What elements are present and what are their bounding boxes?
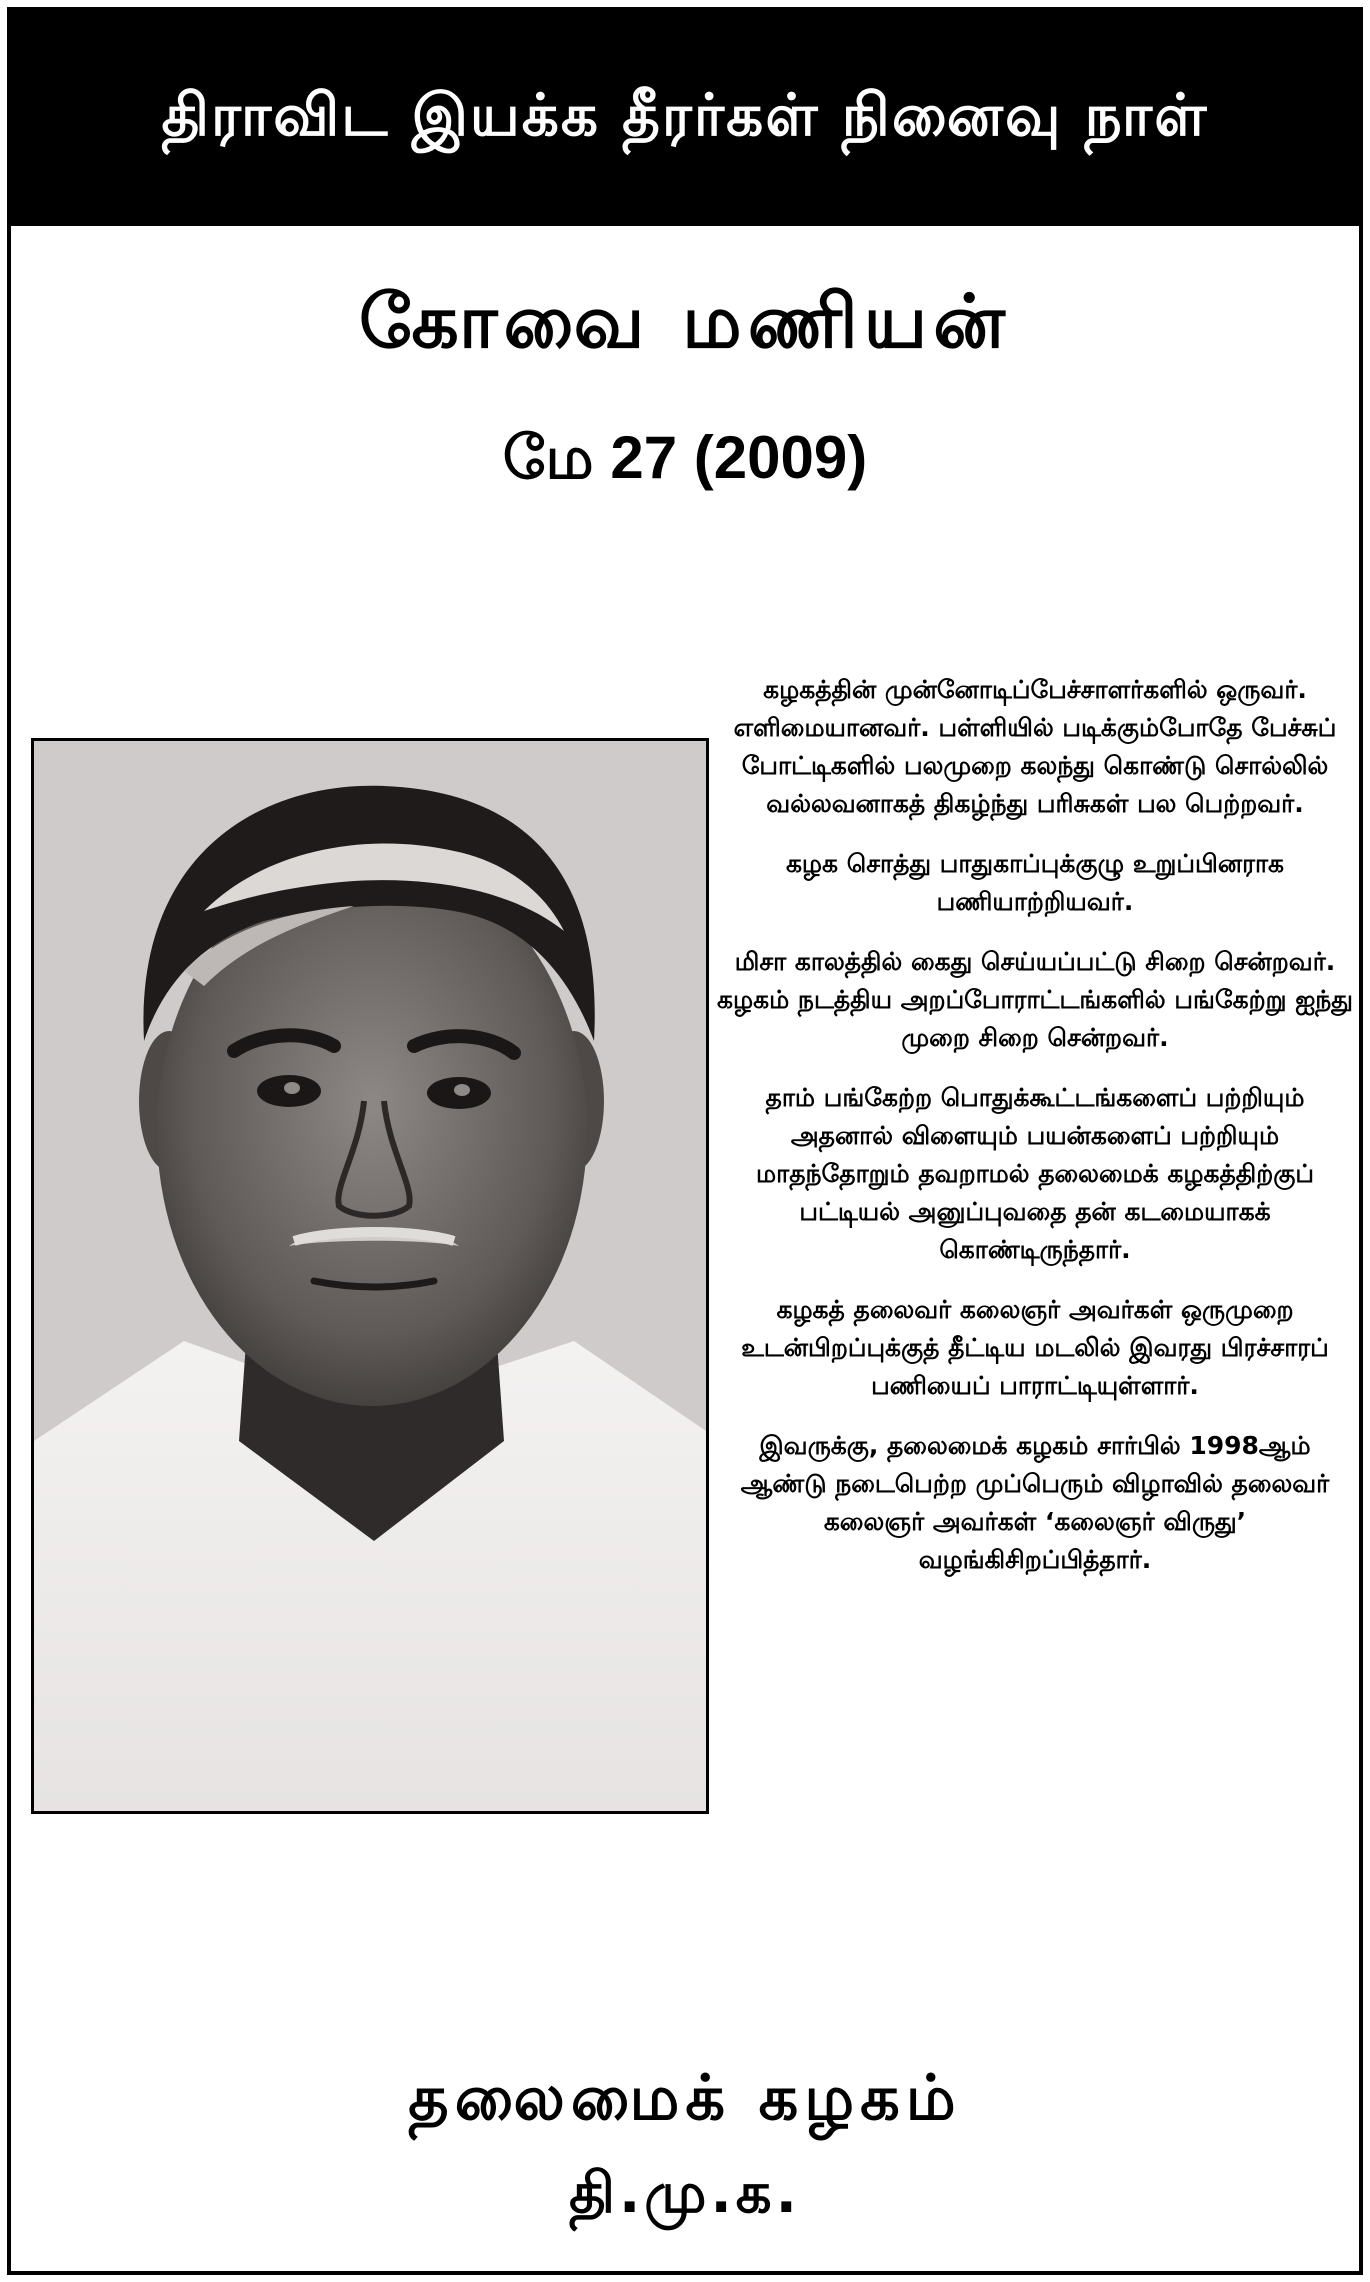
header-title: திராவிட இயக்க தீரர்கள் நினைவு நாள் <box>161 80 1209 149</box>
person-name: கோவை மணியன் <box>359 279 1011 365</box>
memorial-date: மே 27 (2009) <box>502 424 868 491</box>
portrait-photo <box>31 738 709 1814</box>
memorial-notice <box>7 7 1363 2275</box>
footer-party-name: தி.மு.க. <box>569 2161 801 2226</box>
biography-text <box>716 671 1354 1601</box>
header-banner <box>11 11 1359 226</box>
bio-paragraph: தாம் பங்கேற்ற பொதுக்கூட்டங்களைப் பற்றியும் அதனால் விளையும் பயன்களைப் பற்றியும் மாதந்தோறும் தவறாமல் தலைமைக் கழகத்திற்குப் பட்டியல் அனுப்புவதை தன் கடமையாகக் கொண்டிருந்தார். <box>756 1083 1314 1264</box>
bio-paragraph: கழகத்தின் முன்னோடிப்பேச்சாளர்களில் ஒருவர். எளிமையானவர். பள்ளியில் படிக்கும்போதே பேச்சுப் போட்டிகளில் பலமுறை கலந்து கொண்டு சொல்லில் வல்லவனாகத் திகழ்ந்து பரிசுகள் பல பெற்றவர். <box>733 675 1337 818</box>
bio-paragraph: கழகத் தலைவர் கலைஞர் அவர்கள் ஒருமுறை உடன்பிறப்புக்குத் தீட்டிய மடலில் இவரது பிரச்சாரப் பணியைப் பாராட்டியுள்ளார். <box>741 1295 1329 1400</box>
bio-paragraph: இவருக்கு, தலைமைக் கழகம் சார்பில் 1998ஆம் ஆண்டு நடைபெற்ற முப்பெரும் விழாவில் தலைவர் கலைஞர் அவர்கள் ‘கலைஞர் விருது’ வழங்கிசிறப்பித்தார். <box>740 1431 1330 1574</box>
bio-paragraph: கழக சொத்து பாதுகாப்புக்குழு உறுப்பினராக பணியாற்றியவர். <box>785 849 1285 916</box>
bio-paragraph: மிசா காலத்தில் கைது செய்யப்பட்டு சிறை சென்றவர். கழகம் நடத்திய அறப்போராட்டங்களில் பங்கேற்று ஐந்து முறை சிறை சென்றவர். <box>717 947 1353 1052</box>
footer-organization: தலைமைக் கழகம் <box>408 2061 962 2134</box>
